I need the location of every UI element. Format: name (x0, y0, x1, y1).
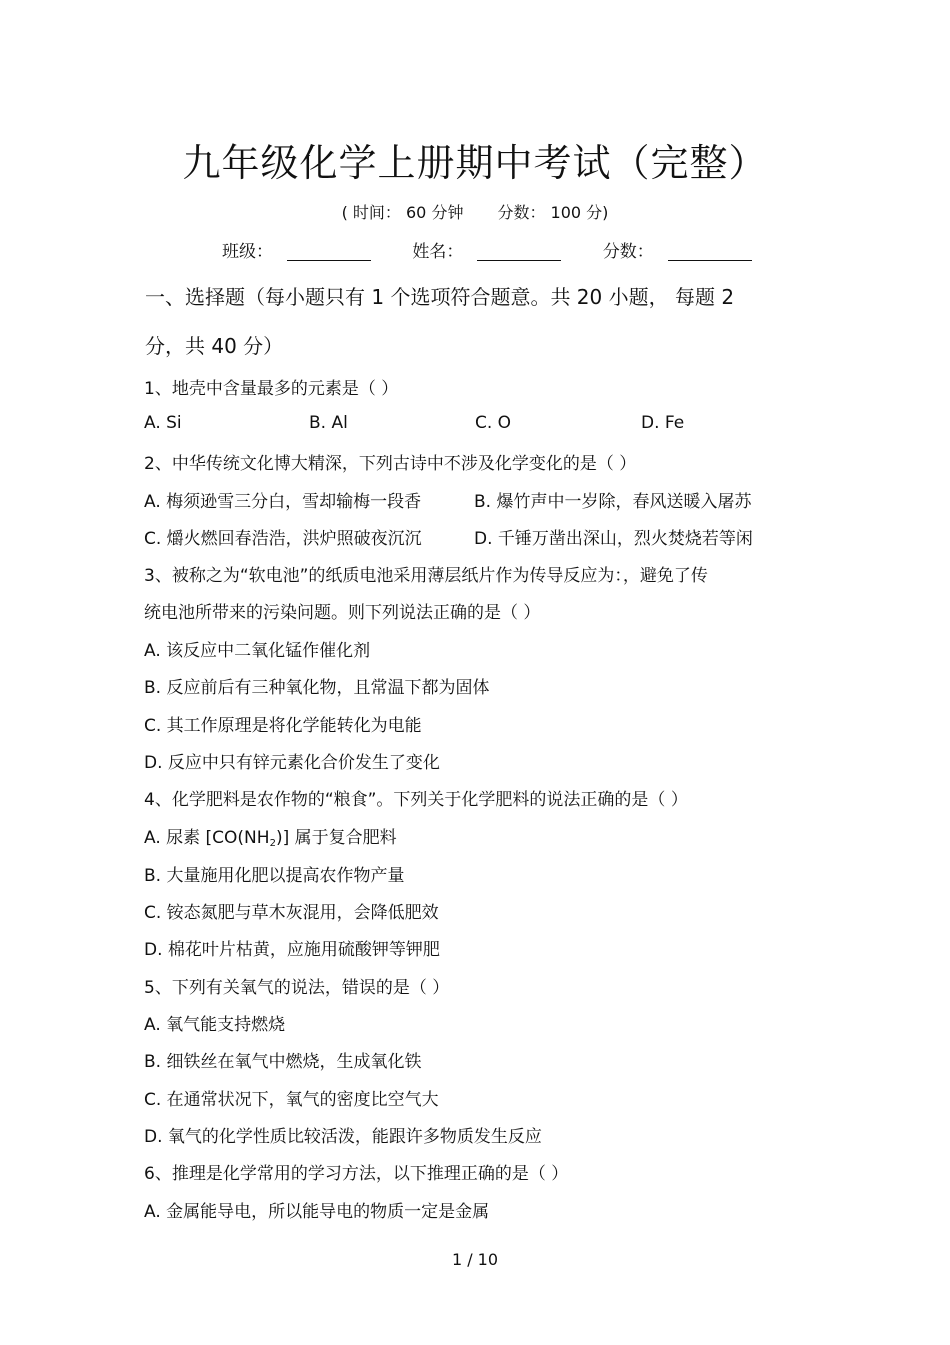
name-field[interactable] (412, 237, 561, 262)
subscript-2: 2 (269, 838, 276, 849)
question-1-option-c[interactable]: C. O (475, 413, 512, 433)
question-3-option-a[interactable]: A. 该反应中二氧化锰作催化剂 (144, 641, 371, 661)
page-number: 1 / 10 (451, 1250, 499, 1269)
score-field[interactable] (603, 237, 752, 262)
score-blank[interactable] (668, 242, 752, 261)
exam-meta (0, 200, 950, 223)
question-2-option-d[interactable]: D. 千锤万凿出深山，烈火焚烧若等闲 (474, 529, 753, 549)
question-2-option-c[interactable]: C. 爝火燃回春浩浩，洪炉照破夜沉沉 (144, 529, 422, 549)
question-4-option-a-text-end: )] 属于复合肥料 (275, 828, 397, 848)
class-field[interactable] (222, 237, 371, 262)
page-title: 九年级化学上册期中考试（完整） (182, 141, 768, 185)
question-3-stem-line1: 3、被称之为“软电池”的纸质电池采用薄层纸片作为传导反应为：，避免了传 (144, 566, 708, 586)
section-heading-line1: 一、选择题（每小题只有 1 个选项符合题意。共 20 小题， 每题 2 (145, 285, 735, 309)
class-label: 班级： (222, 242, 273, 262)
question-5-option-d[interactable]: D. 氧气的化学性质比较活泼，能跟许多物质发生反应 (144, 1127, 542, 1147)
name-blank[interactable] (477, 242, 561, 261)
section-heading-line2: 分，共 40 分） (145, 334, 284, 358)
question-3-option-b[interactable]: B. 反应前后有三种氧化物，且常温下都为固体 (144, 678, 490, 698)
question-4-option-a[interactable] (144, 823, 397, 849)
question-4-option-c[interactable]: C. 铵态氮肥与草木灰混用，会降低肥效 (144, 903, 439, 923)
question-5-option-c[interactable]: C. 在通常状况下，氧气的密度比空气大 (144, 1090, 439, 1110)
student-info-fields (222, 237, 788, 262)
question-5-option-b[interactable]: B. 细铁丝在氧气中燃烧，生成氧化铁 (144, 1052, 422, 1072)
question-6-option-a[interactable]: A. 金属能导电，所以能导电的物质一定是金属 (144, 1202, 490, 1222)
question-1-stem: 1、地壳中含量最多的元素是（ ） (144, 379, 399, 399)
question-1-option-b[interactable]: B. Al (309, 413, 348, 433)
question-2-stem: 2、中华传统文化博大精深，下列古诗中不涉及化学变化的是（ ） (144, 454, 637, 474)
question-1-option-d[interactable]: D. Fe (641, 413, 685, 433)
question-5-option-a[interactable]: A. 氧气能支持燃烧 (144, 1015, 286, 1035)
question-1-option-a[interactable]: A. Si (144, 413, 182, 433)
question-4-option-a-text: A. 尿素 [CO(NH (144, 828, 270, 848)
exam-time: ( 时间： 60 分钟 (341, 203, 464, 222)
name-label: 姓名： (412, 242, 464, 262)
score-label: 分数： (602, 242, 654, 262)
question-4-stem: 4、化学肥料是农作物的“粮食”。下列关于化学肥料的说法正确的是（ ） (144, 790, 688, 810)
question-5-stem: 5、下列有关氧气的说法，错误的是（ ） (144, 978, 450, 998)
question-3-option-d[interactable]: D. 反应中只有锌元素化合价发生了变化 (144, 753, 440, 773)
question-6-stem: 6、推理是化学常用的学习方法，以下推理正确的是（ ） (144, 1164, 569, 1184)
question-4-option-d[interactable]: D. 棉花叶片枯黄，应施用硫酸钾等钾肥 (144, 940, 440, 960)
question-3-option-c[interactable]: C. 其工作原理是将化学能转化为电能 (144, 716, 422, 736)
exam-total-score: 分数： 100 分) (497, 203, 609, 222)
class-blank[interactable] (287, 242, 371, 261)
question-2-option-b[interactable]: B. 爆竹声中一岁除，春风送暖入屠苏 (474, 492, 752, 512)
question-2-option-a[interactable]: A. 梅须逊雪三分白，雪却输梅一段香 (144, 492, 422, 512)
question-3-stem-line2: 统电池所带来的污染问题。则下列说法正确的是（ ） (144, 603, 541, 623)
question-4-option-b[interactable]: B. 大量施用化肥以提高农作物产量 (144, 866, 405, 886)
